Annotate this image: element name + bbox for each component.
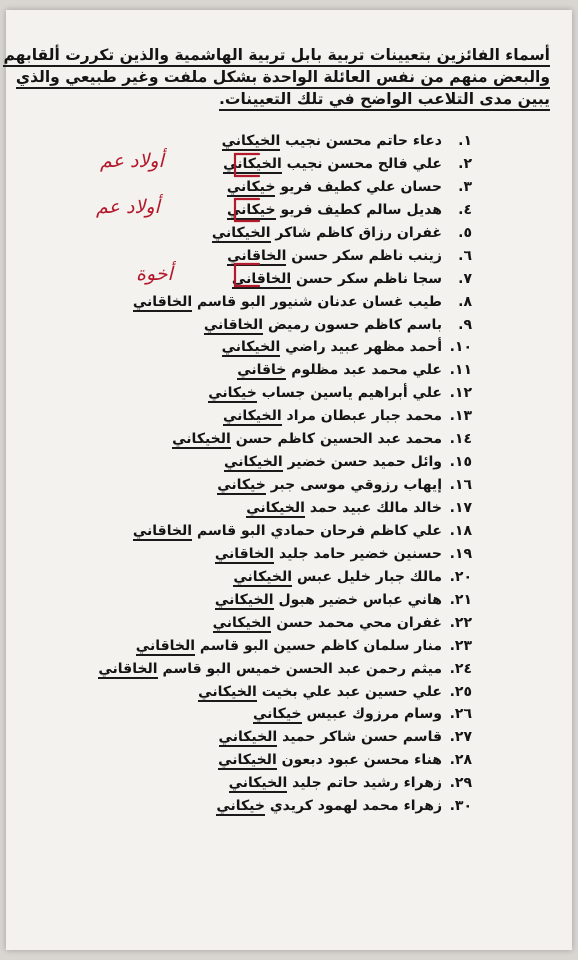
person-name: إيهاب رزوقي موسى جبر [270,477,442,494]
bracket-mark-cousins-2 [231,195,261,225]
annotation-cousins-1: أولاد عم [100,150,164,172]
list-item [72,726,472,749]
family-name: خيكاني [226,178,276,195]
family-name: الخيكاني [212,614,272,631]
family-name: الخيكاني [172,431,231,448]
family-name: خيكاني [253,706,302,723]
person-name: سجا ناظم سكر حسن [296,270,442,287]
family-name: الخيكاني [211,224,271,241]
person-name: علي كاظم فرحان حمادي البو قاسم [196,522,442,539]
person-name: وسام مرزوك عبيس [306,706,442,723]
family-name: خيكاني [216,798,265,815]
annotation-cousins-2: أولاد عم [96,196,160,218]
list-item [72,268,472,291]
list-item [72,245,472,268]
family-name: الخيكاني [246,500,305,516]
person-name: هناء محسن عبود دبعون [281,752,442,769]
person-name: ميثم رحمن عبد الحسن خميس البو قاسم [162,660,442,677]
item-number: ٢٩. [449,775,472,792]
item-number: ٢٧. [449,729,472,746]
item-number: ٢٦. [449,706,472,723]
list-item [72,359,472,382]
family-name: الخيكاني [221,339,281,356]
person-name: دعاء حاتم محسن نجيب [285,133,442,149]
item-number: ٢١. [449,591,472,608]
item-number: ١٤. [449,431,472,448]
family-name: الخيكاني [224,454,283,471]
item-number: ٧. [458,270,472,287]
list-item [72,703,472,726]
list-item [72,428,472,451]
family-name: خيكاني [208,385,257,402]
person-name: زهراء محمد لهمود كريدي [269,798,442,815]
family-name: الخيكاني [218,752,277,769]
list-item [72,635,472,658]
document-header [3,44,550,110]
list-item [72,405,472,428]
person-name: غفران محي محمد حسن [276,614,442,631]
family-name: الخيكاني [222,408,282,425]
family-name: الخيكاني [221,133,281,149]
list-item [72,612,472,635]
item-number: ١٠. [449,339,472,356]
list-item [72,566,472,589]
item-number: ١٥. [449,454,472,471]
family-name: الخيكاني [223,155,282,172]
item-number: ٢٤. [449,660,472,677]
annotation-siblings: أخوة [136,263,173,285]
item-number: ٤. [458,201,472,218]
item-number: ٨. [458,293,472,310]
person-name: حسنين خضير حامد جليد [278,545,442,562]
family-name: الخيكاني [228,775,288,792]
person-name: علي حسين عبد علي بخيت [261,683,442,700]
family-name: الخاقاني [132,522,193,539]
item-number: ٣. [458,178,472,195]
item-number: ١٩. [449,545,472,562]
person-name: علي فالح محسن نجيب [286,155,442,172]
list-item [72,336,472,359]
person-name: باسم كاظم حسون رميض [267,316,442,333]
document-page [3,10,572,950]
list-item [72,314,472,337]
item-number: ١٢. [449,385,472,402]
family-name: الخاقاني [214,545,275,562]
family-name: الخيكاني [198,683,257,700]
person-name: غفران رزاق كاظم شاكر [275,224,442,241]
names-list [72,130,472,818]
list-item [72,749,472,772]
header-line: والبعض منهم من نفس العائلة الواحدة بشكل ملفت وغير طبيعي والذي [10,66,550,88]
item-number: ٥. [458,224,472,241]
family-name: خيكاني [217,477,266,494]
list-item [72,291,472,314]
person-name: علي محمد عبد مظلوم [291,362,442,379]
person-name: حسان علي كطيف فريو [280,178,442,195]
item-number: ٢٨. [449,752,472,769]
list-item [72,658,472,681]
family-name: الخيكاني [214,591,274,608]
header-line: أسماء الفائزين بتعيينات تربية بابل تربية الهاشمية والذين تكررت ألقابهم [10,44,550,66]
bracket-mark-cousins-1 [231,150,261,180]
item-number: ١٨. [449,522,472,539]
list-item [72,795,472,818]
item-number: ١. [458,133,472,149]
item-number: ٢٠. [449,568,472,585]
person-name: محمد جبار عبطان مراد [286,408,442,425]
list-item [72,451,472,474]
person-name: زهراء رشيد حاتم جليد [292,775,442,792]
family-name: الخاقاني [203,316,264,333]
person-name: هديل سالم كطيف فريو [280,201,442,218]
person-name: محمد عبد الحسين كاظم حسن [235,431,442,448]
person-name: زينب ناظم سكر حسن [291,247,442,264]
item-number: ١٧. [449,500,472,516]
person-name: طيب غسان عدنان شنيور البو قاسم [197,293,442,310]
bracket-mark-siblings [231,260,261,290]
person-name: علي أبراهيم ياسين جساب [261,385,442,402]
family-name: الخيكاني [218,729,278,746]
person-name: هاني عباس خضير هبول [278,591,442,608]
family-name: الخاقاني [135,637,196,654]
family-name: الخاقاني [231,270,292,287]
list-item [72,543,472,566]
list-item [72,681,472,704]
family-name: الخاقاني [132,293,193,310]
family-name: الخاقاني [227,247,287,264]
header-line: يبين مدى التلاعب الواضح في تلك التعيينات. [10,88,550,110]
person-name: منار سلمان كاظم حسين البو قاسم [199,637,442,654]
person-name: قاسم حسن شاكر حميد [282,729,442,746]
item-number: ١٣. [449,408,472,425]
list-item [72,589,472,612]
item-number: ٢. [458,155,472,172]
person-name: وائل حميد حسن خضير [287,454,442,471]
person-name: خالد مالك عبيد حمد [309,500,442,516]
item-number: ١١. [449,362,472,379]
item-number: ٢٣. [449,637,472,654]
list-item [72,222,472,245]
item-number: ٣٠. [449,798,472,815]
person-name: مالك جبار خليل عبس [296,568,442,585]
item-number: ١٦. [449,477,472,494]
family-name: الخيكاني [233,568,293,585]
item-number: ٦. [458,247,472,264]
item-number: ٩. [458,316,472,333]
list-item [72,772,472,795]
person-name: أحمد مظهر عبيد راضي [285,339,442,356]
item-number: ٢٢. [449,614,472,631]
item-number: ٢٥. [449,683,472,700]
family-name: خيكاني [226,201,276,218]
family-name: خاقاني [237,362,287,379]
list-item [72,497,472,520]
list-item [72,520,472,543]
family-name: الخاقاني [98,660,158,677]
list-item [72,474,472,497]
list-item [72,382,472,405]
